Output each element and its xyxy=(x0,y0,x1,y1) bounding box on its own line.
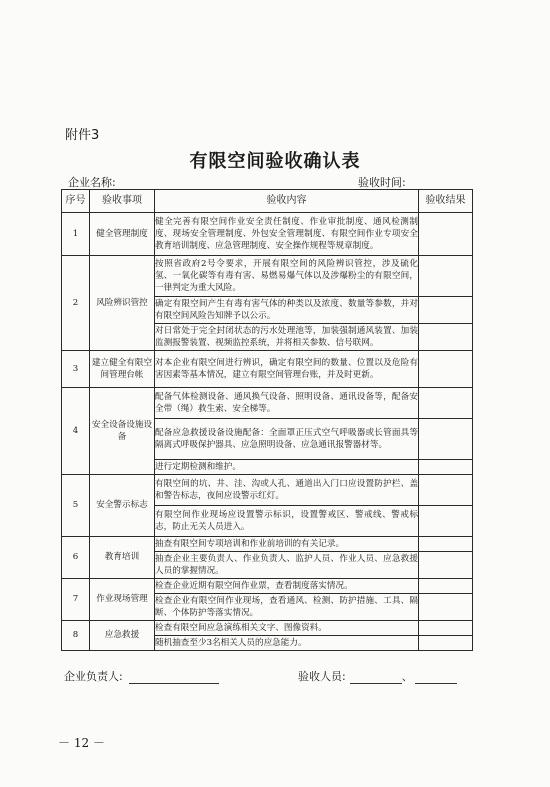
enterprise-name-line xyxy=(68,174,236,190)
enterprise-name-label: 企业名称: xyxy=(68,176,116,189)
row-item: 应急救援 xyxy=(90,621,155,651)
row-no: 8 xyxy=(62,621,90,651)
row-result xyxy=(419,419,473,460)
row-content: 检查企业有限空间作业现场，查看通风、检测、防护措施、工具、隔断、个体防护等落实情况。 xyxy=(155,594,419,621)
row-content: 按照省政府2号令要求，开展有限空间的风险辨识管控，涉及硫化氢、一氧化碳等有毒有害、易燃易爆气体以及涉爆粉尘的有限空间，一律判定为重大风险。 xyxy=(155,256,419,297)
table-row xyxy=(62,621,473,636)
col-header-result: 验收结果 xyxy=(419,190,473,213)
col-header-content: 验收内容 xyxy=(155,190,419,213)
acceptor-label: 验收人员: xyxy=(298,670,346,683)
signature-row xyxy=(64,668,484,684)
row-item: 教育培训 xyxy=(90,537,155,579)
table-row xyxy=(62,256,473,297)
table-row xyxy=(62,213,473,256)
meta-row xyxy=(68,174,478,188)
row-content: 健全完善有限空间作业安全责任制度、作业审批制度、通风检测制度、现场安全管理制度、外包安全管理制度、有限空间作业专项安全教育培训制度、应急管理制度、安全操作规程等规章制度。 xyxy=(155,213,419,256)
row-item: 安全警示标志 xyxy=(90,475,155,537)
responsible-person-label: 企业负责人: xyxy=(64,670,123,683)
row-no: 5 xyxy=(62,475,90,537)
acceptance-date-line xyxy=(358,174,468,190)
row-content: 检查有限空间应急演练相关文字、图像资料。 xyxy=(155,621,419,636)
row-result xyxy=(419,297,473,324)
row-result xyxy=(419,594,473,621)
row-no: 3 xyxy=(62,351,90,388)
acceptor-separator: 、 xyxy=(401,670,413,683)
row-result xyxy=(419,388,473,419)
row-result xyxy=(419,351,473,388)
row-no: 4 xyxy=(62,388,90,475)
acceptor-line xyxy=(298,668,457,684)
row-content: 配备气体检测设备、通风换气设备、照明设备、通讯设备等，配备安全带（绳）救生索、安全梯等。 xyxy=(155,388,419,419)
responsible-person-line xyxy=(64,668,219,684)
row-content: 配备应急救援设备设施配备：全面罩正压式空气呼吸器或长管面具等隔离式呼吸保护器具、应急照明设备、应急通讯报警器材等。 xyxy=(155,419,419,460)
table-row xyxy=(62,388,473,419)
row-result xyxy=(419,579,473,594)
row-result xyxy=(419,475,473,506)
row-item: 安全设备设施设备 xyxy=(90,388,155,475)
row-no: 1 xyxy=(62,213,90,256)
row-content: 抽查企业主要负责人、作业负责人、监护人员、作业人员、应急救援人员的掌握情况。 xyxy=(155,552,419,579)
row-content: 对本企业有限空间进行辨识，确定有限空间的数量、位置以及危险有害因素等基本情况，建立有限空间管理台账，并及时更新。 xyxy=(155,351,419,388)
table-row xyxy=(62,351,473,388)
row-result xyxy=(419,537,473,552)
row-result xyxy=(419,460,473,475)
row-item: 作业现场管理 xyxy=(90,579,155,621)
acceptor-blank-2 xyxy=(415,672,457,684)
row-result xyxy=(419,213,473,256)
table-header-row xyxy=(62,190,473,213)
row-content: 有限空间的坑、井、洼、沟或人孔、通道出入门口应设置防护栏、盖和警告标志，夜间应设警示红灯。 xyxy=(155,475,419,506)
page-title: 有限空间验收确认表 xyxy=(189,151,361,172)
acceptance-table xyxy=(61,189,473,651)
row-content: 随机抽查至少3名相关人员的应急能力。 xyxy=(155,636,419,651)
row-result xyxy=(419,324,473,351)
row-content: 检查企业近期有限空间作业票，查看制度落实情况。 xyxy=(155,579,419,594)
row-content: 对日常处于完全封闭状态的污水处理池等，加装强制通风装置、加装监测报警装置、视频监控系统，并将相关参数、信号联网。 xyxy=(155,324,419,351)
row-no: 2 xyxy=(62,256,90,351)
responsible-person-blank xyxy=(129,672,219,684)
row-content: 抽查有限空间专项培训和作业前培训的有关记录。 xyxy=(155,537,419,552)
table-row xyxy=(62,537,473,552)
row-item: 健全管理制度 xyxy=(90,213,155,256)
table-row xyxy=(62,579,473,594)
row-result xyxy=(419,552,473,579)
row-result xyxy=(419,621,473,636)
row-content: 有限空间作业现场应设置警示标识，设置警戒区、警戒线、警戒标志，防止无关人员进入。 xyxy=(155,506,419,537)
col-header-item: 验收事项 xyxy=(90,190,155,213)
page-number: － 12 － xyxy=(58,736,105,750)
row-content: 确定有限空间产生有毒有害气体的种类以及浓度、数量等参数，并对有限空间风险告知牌予以公示。 xyxy=(155,297,419,324)
row-item: 风险辨识管控 xyxy=(90,256,155,351)
acceptance-date-label: 验收时间: xyxy=(358,176,406,189)
table-row xyxy=(62,475,473,506)
row-result xyxy=(419,636,473,651)
row-result xyxy=(419,256,473,297)
row-result xyxy=(419,506,473,537)
acceptor-blank-1 xyxy=(350,672,402,684)
row-content: 进行定期检测和维护。 xyxy=(155,460,419,475)
row-item: 建立健全有限空间管理台帐 xyxy=(90,351,155,388)
attachment-label: 附件3 xyxy=(65,128,100,143)
col-header-no: 序号 xyxy=(62,190,90,213)
row-no: 7 xyxy=(62,579,90,621)
row-no: 6 xyxy=(62,537,90,579)
